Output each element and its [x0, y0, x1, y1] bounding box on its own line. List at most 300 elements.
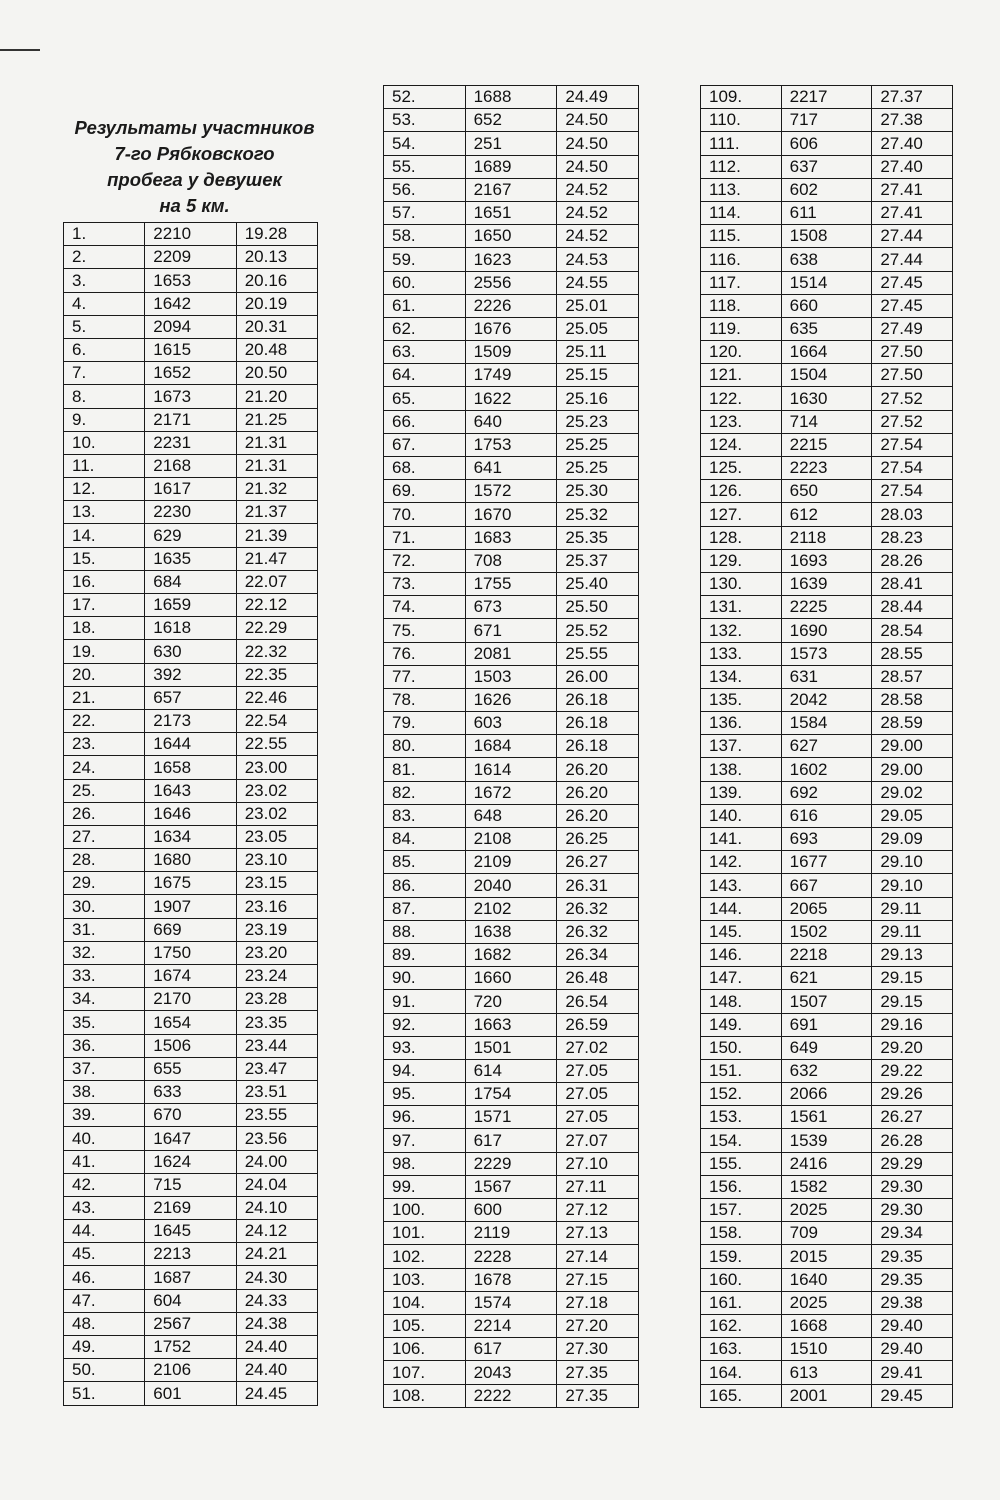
bib-number-cell: 1617 [145, 478, 236, 501]
title-line-1: Результаты участников [74, 117, 315, 138]
bib-number-cell: 1624 [145, 1150, 236, 1173]
bib-number-cell: 630 [145, 640, 236, 663]
finish-time-cell: 26.18 [557, 735, 639, 758]
finish-time-cell: 27.20 [557, 1314, 639, 1337]
place-cell: 4. [64, 292, 145, 315]
finish-time-cell: 24.04 [236, 1173, 317, 1196]
table-row [384, 503, 639, 526]
finish-time-cell: 27.38 [872, 109, 953, 132]
table-row [64, 1243, 318, 1266]
bib-number-cell: 1567 [465, 1175, 557, 1198]
bib-number-cell: 1623 [465, 248, 557, 271]
table-row [701, 874, 953, 897]
bib-number-cell: 1615 [145, 338, 236, 361]
table-row [384, 178, 639, 201]
table-row [701, 781, 953, 804]
place-cell: 80. [384, 735, 466, 758]
finish-time-cell: 28.54 [872, 619, 953, 642]
table-row [701, 1036, 953, 1059]
table-row [384, 1083, 639, 1106]
table-row [384, 1106, 639, 1129]
finish-time-cell: 22.32 [236, 640, 317, 663]
bib-number-cell: 1626 [465, 688, 557, 711]
finish-time-cell: 21.31 [236, 431, 317, 454]
bib-number-cell: 1654 [145, 1011, 236, 1034]
place-cell: 3. [64, 269, 145, 292]
place-cell: 6. [64, 338, 145, 361]
place-cell: 43. [64, 1196, 145, 1219]
bib-number-cell: 1658 [145, 756, 236, 779]
table-row [384, 201, 639, 224]
place-cell: 163. [701, 1338, 782, 1361]
place-cell: 70. [384, 503, 466, 526]
place-cell: 137. [701, 735, 782, 758]
table-row [384, 271, 639, 294]
finish-time-cell: 24.12 [236, 1220, 317, 1243]
place-cell: 62. [384, 317, 466, 340]
bib-number-cell: 1539 [781, 1129, 872, 1152]
table-row [701, 341, 953, 364]
bib-number-cell: 2226 [465, 294, 557, 317]
finish-time-cell: 24.49 [557, 86, 639, 109]
place-cell: 74. [384, 596, 466, 619]
finish-time-cell: 29.30 [872, 1175, 953, 1198]
bib-number-cell: 603 [465, 712, 557, 735]
bib-number-cell: 2209 [145, 246, 236, 269]
finish-time-cell: 24.33 [236, 1289, 317, 1312]
place-cell: 123. [701, 410, 782, 433]
place-cell: 39. [64, 1104, 145, 1127]
place-cell: 54. [384, 132, 466, 155]
table-row [64, 1266, 318, 1289]
bib-number-cell: 635 [781, 317, 872, 340]
bib-number-cell: 2102 [465, 897, 557, 920]
finish-time-cell: 23.02 [236, 779, 317, 802]
bib-number-cell: 2043 [465, 1361, 557, 1384]
finish-time-cell: 25.40 [557, 572, 639, 595]
finish-time-cell: 29.15 [872, 990, 953, 1013]
table-row [64, 617, 318, 640]
place-cell: 103. [384, 1268, 466, 1291]
finish-time-cell: 22.54 [236, 709, 317, 732]
bib-number-cell: 392 [145, 663, 236, 686]
bib-number-cell: 708 [465, 549, 557, 572]
place-cell: 150. [701, 1036, 782, 1059]
place-cell: 84. [384, 828, 466, 851]
results-table-2 [383, 85, 639, 1408]
table-row [64, 640, 318, 663]
finish-time-cell: 29.29 [872, 1152, 953, 1175]
bib-number-cell: 2119 [465, 1222, 557, 1245]
table-row [384, 225, 639, 248]
table-row [384, 1245, 639, 1268]
bib-number-cell: 1572 [465, 480, 557, 503]
finish-time-cell: 25.32 [557, 503, 639, 526]
table-row [701, 1268, 953, 1291]
finish-time-cell: 27.13 [557, 1222, 639, 1245]
place-cell: 120. [701, 341, 782, 364]
place-cell: 67. [384, 433, 466, 456]
finish-time-cell: 25.16 [557, 387, 639, 410]
bib-number-cell: 606 [781, 132, 872, 155]
bib-number-cell: 1659 [145, 594, 236, 617]
bib-number-cell: 2118 [781, 526, 872, 549]
place-cell: 138. [701, 758, 782, 781]
bib-number-cell: 1504 [781, 364, 872, 387]
finish-time-cell: 24.45 [236, 1382, 317, 1405]
finish-time-cell: 23.20 [236, 941, 317, 964]
finish-time-cell: 20.48 [236, 338, 317, 361]
finish-time-cell: 21.25 [236, 408, 317, 431]
finish-time-cell: 23.28 [236, 988, 317, 1011]
finish-time-cell: 29.38 [872, 1291, 953, 1314]
table-row [701, 688, 953, 711]
place-cell: 45. [64, 1243, 145, 1266]
place-cell: 156. [701, 1175, 782, 1198]
finish-time-cell: 26.18 [557, 712, 639, 735]
finish-time-cell: 23.16 [236, 895, 317, 918]
bib-number-cell: 1622 [465, 387, 557, 410]
bib-number-cell: 2567 [145, 1312, 236, 1335]
bib-number-cell: 1674 [145, 965, 236, 988]
place-cell: 56. [384, 178, 466, 201]
finish-time-cell: 23.19 [236, 918, 317, 941]
place-cell: 92. [384, 1013, 466, 1036]
place-cell: 26. [64, 802, 145, 825]
bib-number-cell: 2066 [781, 1083, 872, 1106]
place-cell: 82. [384, 781, 466, 804]
table-row [64, 895, 318, 918]
bib-number-cell: 1638 [465, 920, 557, 943]
results-table-3 [700, 85, 953, 1408]
table-row [701, 619, 953, 642]
finish-time-cell: 26.31 [557, 874, 639, 897]
table-row [384, 457, 639, 480]
table-row [701, 201, 953, 224]
finish-time-cell: 24.38 [236, 1312, 317, 1335]
bib-number-cell: 1506 [145, 1034, 236, 1057]
place-cell: 64. [384, 364, 466, 387]
table-row [701, 758, 953, 781]
place-cell: 100. [384, 1199, 466, 1222]
table-row [701, 109, 953, 132]
table-row [384, 132, 639, 155]
bib-number-cell: 1678 [465, 1268, 557, 1291]
finish-time-cell: 20.50 [236, 362, 317, 385]
bib-number-cell: 1630 [781, 387, 872, 410]
finish-time-cell: 26.20 [557, 781, 639, 804]
finish-time-cell: 27.45 [872, 294, 953, 317]
finish-time-cell: 23.55 [236, 1104, 317, 1127]
bib-number-cell: 617 [465, 1129, 557, 1152]
table-row [384, 572, 639, 595]
bib-number-cell: 1677 [781, 851, 872, 874]
bib-number-cell: 1508 [781, 225, 872, 248]
bib-number-cell: 640 [465, 410, 557, 433]
table-row [701, 225, 953, 248]
table-row [384, 712, 639, 735]
place-cell: 60. [384, 271, 466, 294]
place-cell: 143. [701, 874, 782, 897]
finish-time-cell: 23.10 [236, 849, 317, 872]
place-cell: 78. [384, 688, 466, 711]
place-cell: 102. [384, 1245, 466, 1268]
finish-time-cell: 29.11 [872, 920, 953, 943]
bib-number-cell: 1675 [145, 872, 236, 895]
place-cell: 41. [64, 1150, 145, 1173]
finish-time-cell: 28.58 [872, 688, 953, 711]
table-row [64, 1034, 318, 1057]
bib-number-cell: 715 [145, 1173, 236, 1196]
bib-number-cell: 670 [145, 1104, 236, 1127]
finish-time-cell: 21.31 [236, 454, 317, 477]
table-row [64, 315, 318, 338]
table-row [384, 781, 639, 804]
place-cell: 126. [701, 480, 782, 503]
bib-number-cell: 1614 [465, 758, 557, 781]
place-cell: 148. [701, 990, 782, 1013]
bib-number-cell: 611 [781, 201, 872, 224]
place-cell: 97. [384, 1129, 466, 1152]
bib-number-cell: 1573 [781, 642, 872, 665]
table-row [384, 1338, 639, 1361]
finish-time-cell: 28.26 [872, 549, 953, 572]
place-cell: 48. [64, 1312, 145, 1335]
table-row [64, 408, 318, 431]
table-row [64, 941, 318, 964]
bib-number-cell: 1663 [465, 1013, 557, 1036]
bib-number-cell: 1683 [465, 526, 557, 549]
finish-time-cell: 29.40 [872, 1314, 953, 1337]
table-row [64, 1011, 318, 1034]
table-row [64, 431, 318, 454]
table-row [64, 1336, 318, 1359]
place-cell: 109. [701, 86, 782, 109]
table-row [384, 433, 639, 456]
bib-number-cell: 1689 [465, 155, 557, 178]
bib-number-cell: 2170 [145, 988, 236, 1011]
finish-time-cell: 29.20 [872, 1036, 953, 1059]
bib-number-cell: 2223 [781, 457, 872, 480]
bib-number-cell: 627 [781, 735, 872, 758]
bib-number-cell: 1510 [781, 1338, 872, 1361]
table-row [701, 1152, 953, 1175]
finish-time-cell: 27.35 [557, 1384, 639, 1407]
finish-time-cell: 28.23 [872, 526, 953, 549]
bib-number-cell: 1693 [781, 549, 872, 572]
table-row [701, 155, 953, 178]
place-cell: 40. [64, 1127, 145, 1150]
table-row [701, 364, 953, 387]
table-row [701, 1222, 953, 1245]
finish-time-cell: 26.34 [557, 943, 639, 966]
place-cell: 124. [701, 433, 782, 456]
bib-number-cell: 2025 [781, 1291, 872, 1314]
bib-number-cell: 638 [781, 248, 872, 271]
table-row [701, 1083, 953, 1106]
table-row [701, 271, 953, 294]
place-cell: 134. [701, 665, 782, 688]
table-row [701, 665, 953, 688]
place-cell: 21. [64, 686, 145, 709]
table-row [64, 1057, 318, 1080]
table-row [64, 1080, 318, 1103]
finish-time-cell: 27.41 [872, 201, 953, 224]
finish-time-cell: 20.16 [236, 269, 317, 292]
bib-number-cell: 655 [145, 1057, 236, 1080]
table-row [384, 920, 639, 943]
finish-time-cell: 26.28 [872, 1129, 953, 1152]
finish-time-cell: 23.02 [236, 802, 317, 825]
bib-number-cell: 1687 [145, 1266, 236, 1289]
table-row [384, 619, 639, 642]
finish-time-cell: 29.16 [872, 1013, 953, 1036]
finish-time-cell: 25.25 [557, 433, 639, 456]
place-cell: 68. [384, 457, 466, 480]
table-row [701, 317, 953, 340]
table-row [64, 802, 318, 825]
finish-time-cell: 29.09 [872, 828, 953, 851]
finish-time-cell: 26.25 [557, 828, 639, 851]
place-cell: 77. [384, 665, 466, 688]
place-cell: 73. [384, 572, 466, 595]
place-cell: 93. [384, 1036, 466, 1059]
bib-number-cell: 1639 [781, 572, 872, 595]
place-cell: 101. [384, 1222, 466, 1245]
bib-number-cell: 637 [781, 155, 872, 178]
place-cell: 118. [701, 294, 782, 317]
finish-time-cell: 21.39 [236, 524, 317, 547]
finish-time-cell: 29.10 [872, 851, 953, 874]
table-row [701, 457, 953, 480]
place-cell: 133. [701, 642, 782, 665]
finish-time-cell: 28.41 [872, 572, 953, 595]
finish-time-cell: 29.35 [872, 1245, 953, 1268]
table-row [701, 1338, 953, 1361]
place-cell: 91. [384, 990, 466, 1013]
place-cell: 164. [701, 1361, 782, 1384]
bib-number-cell: 629 [145, 524, 236, 547]
bib-number-cell: 2231 [145, 431, 236, 454]
finish-time-cell: 26.00 [557, 665, 639, 688]
place-cell: 121. [701, 364, 782, 387]
place-cell: 15. [64, 547, 145, 570]
bib-number-cell: 1574 [465, 1291, 557, 1314]
bib-number-cell: 657 [145, 686, 236, 709]
finish-time-cell: 22.07 [236, 570, 317, 593]
finish-time-cell: 24.00 [236, 1150, 317, 1173]
title-line-4: на 5 км. [159, 195, 230, 216]
bib-number-cell: 717 [781, 109, 872, 132]
table-row [384, 1175, 639, 1198]
place-cell: 140. [701, 804, 782, 827]
place-cell: 155. [701, 1152, 782, 1175]
table-row [64, 1382, 318, 1405]
finish-time-cell: 27.40 [872, 132, 953, 155]
table-row [701, 712, 953, 735]
title-line-3: пробега у девушек [107, 169, 282, 190]
finish-time-cell: 22.55 [236, 733, 317, 756]
finish-time-cell: 29.05 [872, 804, 953, 827]
place-cell: 47. [64, 1289, 145, 1312]
bib-number-cell: 1502 [781, 920, 872, 943]
place-cell: 16. [64, 570, 145, 593]
place-cell: 149. [701, 1013, 782, 1036]
results-table-1 [63, 222, 318, 1406]
place-cell: 11. [64, 454, 145, 477]
finish-time-cell: 24.40 [236, 1359, 317, 1382]
place-cell: 87. [384, 897, 466, 920]
bib-number-cell: 2230 [145, 501, 236, 524]
bib-number-cell: 1642 [145, 292, 236, 315]
table-row [384, 341, 639, 364]
bib-number-cell: 2215 [781, 433, 872, 456]
finish-time-cell: 23.15 [236, 872, 317, 895]
finish-time-cell: 27.52 [872, 410, 953, 433]
place-cell: 152. [701, 1083, 782, 1106]
table-row [701, 1245, 953, 1268]
bib-number-cell: 1644 [145, 733, 236, 756]
place-cell: 24. [64, 756, 145, 779]
table-row [701, 178, 953, 201]
table-row [64, 1359, 318, 1382]
table-row [701, 596, 953, 619]
bib-number-cell: 1690 [781, 619, 872, 642]
finish-time-cell: 27.05 [557, 1059, 639, 1082]
place-cell: 147. [701, 967, 782, 990]
place-cell: 115. [701, 225, 782, 248]
bib-number-cell: 1664 [781, 341, 872, 364]
finish-time-cell: 24.50 [557, 155, 639, 178]
finish-time-cell: 27.37 [872, 86, 953, 109]
place-cell: 66. [384, 410, 466, 433]
bib-number-cell: 614 [465, 1059, 557, 1082]
finish-time-cell: 23.47 [236, 1057, 317, 1080]
finish-time-cell: 27.41 [872, 178, 953, 201]
table-row [384, 1199, 639, 1222]
bib-number-cell: 691 [781, 1013, 872, 1036]
finish-time-cell: 25.37 [557, 549, 639, 572]
table-row [384, 1291, 639, 1314]
finish-time-cell: 21.37 [236, 501, 317, 524]
place-cell: 44. [64, 1220, 145, 1243]
bib-number-cell: 648 [465, 804, 557, 827]
table-row [64, 524, 318, 547]
place-cell: 18. [64, 617, 145, 640]
finish-time-cell: 25.01 [557, 294, 639, 317]
table-row [701, 1291, 953, 1314]
place-cell: 31. [64, 918, 145, 941]
bib-number-cell: 667 [781, 874, 872, 897]
finish-time-cell: 29.11 [872, 897, 953, 920]
bib-number-cell: 1602 [781, 758, 872, 781]
table-row [64, 1196, 318, 1219]
finish-time-cell: 24.53 [557, 248, 639, 271]
table-row [64, 1312, 318, 1335]
table-row [701, 549, 953, 572]
place-cell: 129. [701, 549, 782, 572]
bib-number-cell: 2169 [145, 1196, 236, 1219]
bib-number-cell: 1647 [145, 1127, 236, 1150]
place-cell: 17. [64, 594, 145, 617]
place-cell: 145. [701, 920, 782, 943]
bib-number-cell: 2065 [781, 897, 872, 920]
place-cell: 83. [384, 804, 466, 827]
finish-time-cell: 25.50 [557, 596, 639, 619]
finish-time-cell: 25.23 [557, 410, 639, 433]
table-row [384, 1152, 639, 1175]
table-row [384, 155, 639, 178]
